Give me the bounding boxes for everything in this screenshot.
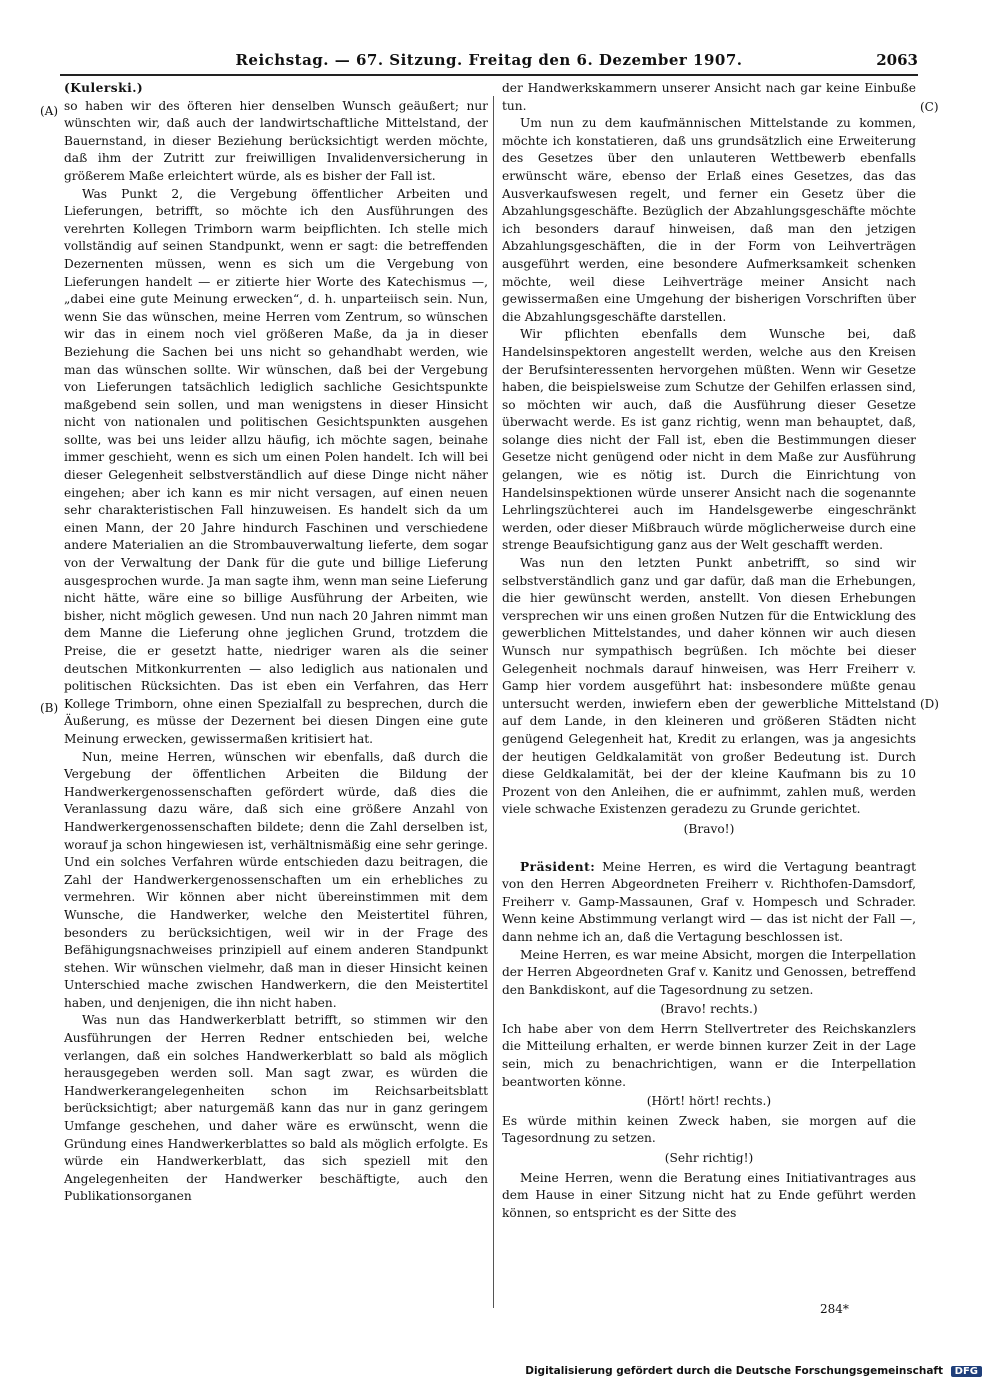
paragraph: Wir pflichten ebenfalls dem Wunsche bei, daß Handelsinspektoren angestellt werden, welche aus den Kreisen der Berufsinteressenten hervorgehen müßten. Wenn wir Gesetze haben, die beispielsweise zum Schutze der Gehilfen erlassen sind, so möchten wir auch, daß die Ausführung dieser Gesetze überwacht werde. Es ist ganz richtig, wenn man behauptet, daß, solange dies nicht der Fall ist, eben die Bestimmungen dieser Gesetze nicht genügend oder nicht in dem Maße zur Ausführung gelangen, wie es nötig ist. Durch die Einrichtung von Handelsinspektionen würde unserer Ansicht nach die sogenannte Lehrlingszüchterei auch im Handelsgewerbe eingeschränkt werden, oder dieser Mißbrauch würde möglicherweise durch eine strenge Beaufsichtigung ganz aus der Welt geschafft werden. xyxy=(502,327,916,553)
paragraph: so haben wir des öfteren hier denselben Wunsch geäußert; nur wünschten wir, daß auch der landwirtschaftliche Mittelstand, der Bauernstand, in dieser Beziehung berücksichtigt werden möchte, daß ihm der Zutritt zur freiwilligen Invalidenversicherung in größerem Maße erleichtert würde, als es bisher der Fall ist. xyxy=(64,98,488,183)
paragraph: Es würde mithin keinen Zweck haben, sie morgen auf die Tagesordnung zu setzen. xyxy=(502,1113,916,1146)
footer-credit xyxy=(525,1365,982,1377)
interjection: (Sehr richtig!) xyxy=(664,1151,754,1166)
speaker-tag: (Kulerski.) xyxy=(64,81,144,95)
paragraph-text: Meine Herren, es wird die Vertagung beantragt von den Herren Abgeordneten Freiherr v. Richthofen-Damsdorf, Freiherr v. Gamp-Massaunen, Graf v. Hompesch und Schrader. Wenn keine Abstimmung verlangt wird — das ist nicht der Fall —, dann nehme ich an, daß die Vertagung beschlossen ist. xyxy=(502,859,916,944)
president-paragraph xyxy=(502,859,916,947)
spacer xyxy=(502,841,916,859)
paragraph: Meine Herren, es war meine Absicht, morgen die Interpellation der Herren Abgeordneten Graf v. Kanitz und Genossen, betreffend den Bankdiskont, auf die Tagesordnung zu setzen. xyxy=(502,947,916,997)
paragraph: Ich habe aber von dem Herrn Stellvertreter des Reichskanzlers die Mitteilung erhalten, er werde binnen kurzer Zeit in der Lage sein, mich zu benachrichtigen, wann er die Interpellation beantworten könne. xyxy=(502,1021,916,1089)
margin-marker-c: (C) xyxy=(920,100,939,114)
page-number: 2063 xyxy=(876,51,918,69)
paragraph: Was Punkt 2, die Vergebung öffentlicher Arbeiten und Lieferungen, betrifft, so möchte ich den Ausführungen des verehrten Kollegen Trimborn warm beipflichten. Ich stelle mich vollständig auf seinen Standpunkt, wenn er sagt: die betreffenden Dezernenten müssen, wenn es sich um die Vergebung von Lieferungen handelt — er zitierte hier Worte des Katechismus —, „dabei eine gute Meinung erwecken“, d. h. unparteiisch sein. Nun, wenn Sie das wünschen, meine Herren vom Zentrum, so wünschen wir das in einem noch viel größeren Maße, da ja in dieser Beziehung die Sachen bei uns nicht so gehandhabt werden, wie man das wünschen sollte. Wir wünschen, daß bei der Vergebung von Lieferungen tatsächlich lediglich sachliche Gesichtspunkte maßgebend sein sollen, und man wenigstens in dieser Hinsicht nicht von nationalen und politischen Gesichtspunkten ausgehen sollte, was bei uns leider allzu häufig, ich möchte sagen, beinahe immer geschieht, wenn es sich um einen Polen handelt. Ich will bei dieser Gelegenheit selbstverständlich auf diese Dinge nicht näher eingehen; aber ich kann es mir nicht versagen, auf einen neuen sehr charakteristischen Fall hinzuweisen. Es handelt sich da um einen Mann, der 20 Jahre hindurch Faschinen und verschiedene andere Materialien an die Strombauverwaltung lieferte, dem sogar von der Verwaltung der Dank für die gute und billige Lieferung ausgesprochen wurde. Ja man sagte ihm, wenn man seine Lieferung nicht hätte, wäre eine so billige Ausführung der Arbeiten, wie bisher, nicht möglich gewesen. Und nun nach 20 Jahren nimmt man dem Manne die Lieferung ohne jeglichen Grund, trotzdem die Preise, die er gesetzt hatte, niedriger waren als die seiner deutschen Mitkonkurrenten — also lediglich aus nationalen und politischen Rücksichten. Das ist eben ein Verfahren, das Herr Kollege Trimborn, ohne einen Spezialfall zu besprechen, durch die Äußerung, es müsse der Dezernent bei diesen Dingen eine gute Meinung erwecken, gewissermaßen kritisiert hat. xyxy=(64,186,488,746)
column-divider xyxy=(493,96,494,1308)
interjection: (Bravo!) xyxy=(683,821,735,836)
running-title: Reichstag. — 67. Sitzung. Freitag den 6. Dezember 1907. xyxy=(235,51,743,69)
page-header xyxy=(60,48,918,76)
paragraph: Was nun das Handwerkerblatt betrifft, so stimmen wir den Ausführungen der Herren Redner entschieden bei, welche verlangen, daß ein solches Handwerkerblatt so bald als möglich herausgegeben werden soll. Man sagt zwar, es würden die Handwerkerangelegenheiten schon im Reichsarbeitsblatt berücksichtigt; aber naturgemäß kann das nur in ganz geringem Umfange geschehen, und daher wäre es erwünscht, wenn die Gründung eines Handwerkerblattes so bald als möglich erfolgte. Es würde ein Handwerkerblatt, das sich speziell mit den Angelegenheiten der Handwerker beschäftigte, auch den Publikationsorganen xyxy=(64,1013,488,1204)
paragraph: Was nun den letzten Punkt anbetrifft, so sind wir selbstverständlich ganz und gar dafür, daß man die Erhebungen, die hier gewünscht werden, anstellt. Von diesen Erhebungen versprechen wir uns einen großen Nutzen für die Entwicklung des gewerblichen Mittelstandes, und daher können wir auch diesen Wunsch nur sympathisch begrüßen. Ich möchte bei dieser Gelegenheit nochmals darauf hinweisen, was Herr Freiherr v. Gamp hier vordem ausgeführt hat: insbesondere müßte genau untersucht werden, inwiefern eben der gewerbliche Mittelstand auf dem Lande, in den kleineren und größeren Städten nicht genügend Gelegenheit hat, Kredit zu erlangen, was ja angesichts der heutigen Geldkalamität von großer Bedeutung ist. Durch diese Geldkalamität, bei der der kleine Kaufmann bis zu 10 Prozent von den Anleihen, die er aufnimmt, zahlen muß, werden viele schwache Existenzen geradezu zu Grunde gerichtet. xyxy=(502,556,916,817)
margin-marker-b: (B) xyxy=(40,701,59,715)
signature-mark: 284* xyxy=(820,1302,849,1316)
dfg-logo: DFG xyxy=(951,1366,982,1377)
paragraph: Um nun zu dem kaufmännischen Mittelstande zu kommen, möchte ich konstatieren, daß uns grundsätzlich eine Erweiterung des Gesetzes über den unlauteren Wettbewerb ebenfalls erwünscht wäre, ebenso der Erlaß eines Gesetzes, das das Ausverkaufswesen regelt, und ferner ein Gesetz über die Abzahlungsgeschäfte. Bezüglich der Abzahlungsgeschäfte möchte ich besonders darauf hinweisen, daß man den jetzigen Abzahlungsgeschäften, die in der Form von Leihverträgen ausgeführt werden, eine besondere Aufmerksamkeit schenken möchte, weil diese Leihverträge meiner Ansicht nach gewissermaßen eine Umgehung der bisherigen Vorschriften über die Abzahlungsgeschäfte darstellen. xyxy=(502,116,916,324)
paragraph: Meine Herren, wenn die Beratung eines Initiativantrages aus dem Hause in einer Sitzung nicht hat zu Ende geführt werden können, so entspricht es der Sitte des xyxy=(502,1170,916,1220)
footer-text: Digitalisierung gefördert durch die Deutsche Forschungsgemeinschaft xyxy=(525,1365,943,1377)
margin-marker-d: (D) xyxy=(920,697,939,711)
interjection: (Bravo! rechts.) xyxy=(660,1002,758,1017)
speaker-label: Präsident: xyxy=(520,859,596,874)
paragraph: der Handwerkskammern unserer Ansicht nach gar keine Einbuße tun. xyxy=(502,81,916,113)
left-column xyxy=(64,80,488,1206)
margin-marker-a: (A) xyxy=(40,104,59,118)
right-column xyxy=(502,80,916,1222)
paragraph: Nun, meine Herren, wünschen wir ebenfalls, daß durch die Vergebung der öffentlichen Arbeiten die Bildung der Handwerkergenossenschaften gefördert würde, daß dies die Veranlassung dazu wäre, daß sich eine größere Anzahl von Handwerkergenossenschaften bildete; denn die Zahl derselben ist, worauf ja schon hingewiesen ist, verhältnismäßig eine sehr geringe. Und ein solches Verfahren würde entschieden dazu beitragen, die Zahl der Handwerkergenossenschaften um ein erhebliches zu vermehren. Wir können aber nicht übereinstimmen mit dem Wunsche, die Handwerker, welche den Meistertitel führen, besonders zu berücksichtigen, weil wir in der Frage des Befähigungsnachweises prinzipiell auf einem anderen Standpunkt stehen. Wir wünschen vielmehr, daß man in dieser Hinsicht keinen Unterschied mache zwischen Handwerkern, die den Meistertitel haben, und denjenigen, die ihn nicht haben. xyxy=(64,749,488,1010)
interjection: (Hört! hört! rechts.) xyxy=(646,1094,772,1109)
